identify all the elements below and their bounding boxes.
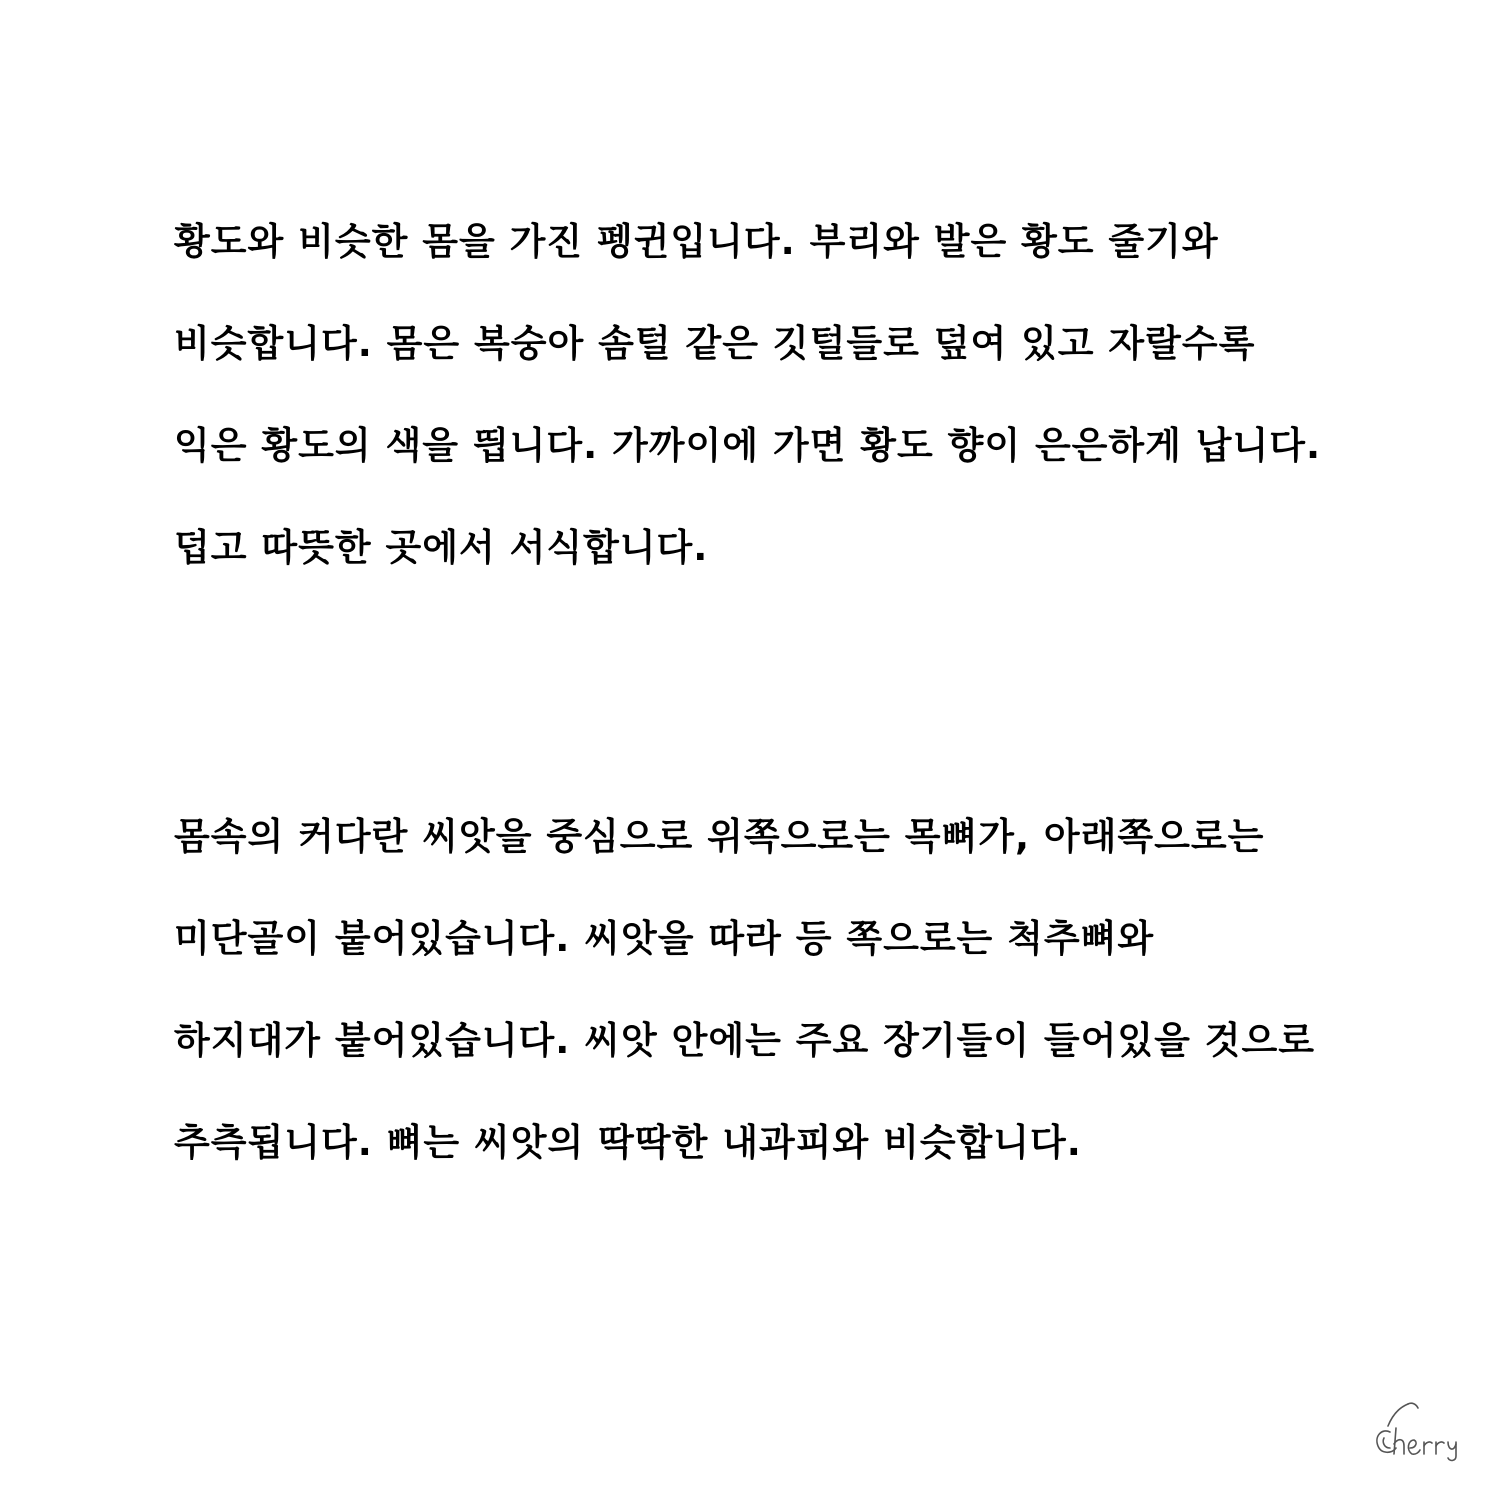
text-line: 추측됩니다. 뼈는 씨앗의 딱딱한 내과피와 비슷합니다. — [174, 1121, 1082, 1164]
description-paragraph-2 — [174, 811, 1414, 1219]
text-line: 익은 황도의 색을 띕니다. 가까이에 가면 황도 향이 은은하게 납니다. — [174, 424, 1322, 467]
text-line: 하지대가 붙어있습니다. 씨앗 안에는 주요 장기들이 들어있을 것으로 — [174, 1019, 1315, 1062]
text-line: 몸속의 커다란 씨앗을 중심으로 위쪽으로는 목뼈가, 아래쪽으로는 — [174, 815, 1265, 858]
text-line: 덥고 따뜻한 곳에서 서식합니다. — [174, 526, 709, 569]
cherry-signature-logo — [1368, 1398, 1464, 1462]
text-line: 황도와 비슷한 몸을 가진 펭귄입니다. 부리와 발은 황도 줄기와 — [174, 220, 1219, 263]
text-line: 미단골이 붙어있습니다. 씨앗을 따라 등 쪽으로는 척추뼈와 — [174, 917, 1155, 960]
description-paragraph-1 — [174, 216, 1414, 624]
text-line: 비슷합니다. 몸은 복숭아 솜털 같은 깃털들로 덮여 있고 자랄수록 — [174, 322, 1256, 365]
